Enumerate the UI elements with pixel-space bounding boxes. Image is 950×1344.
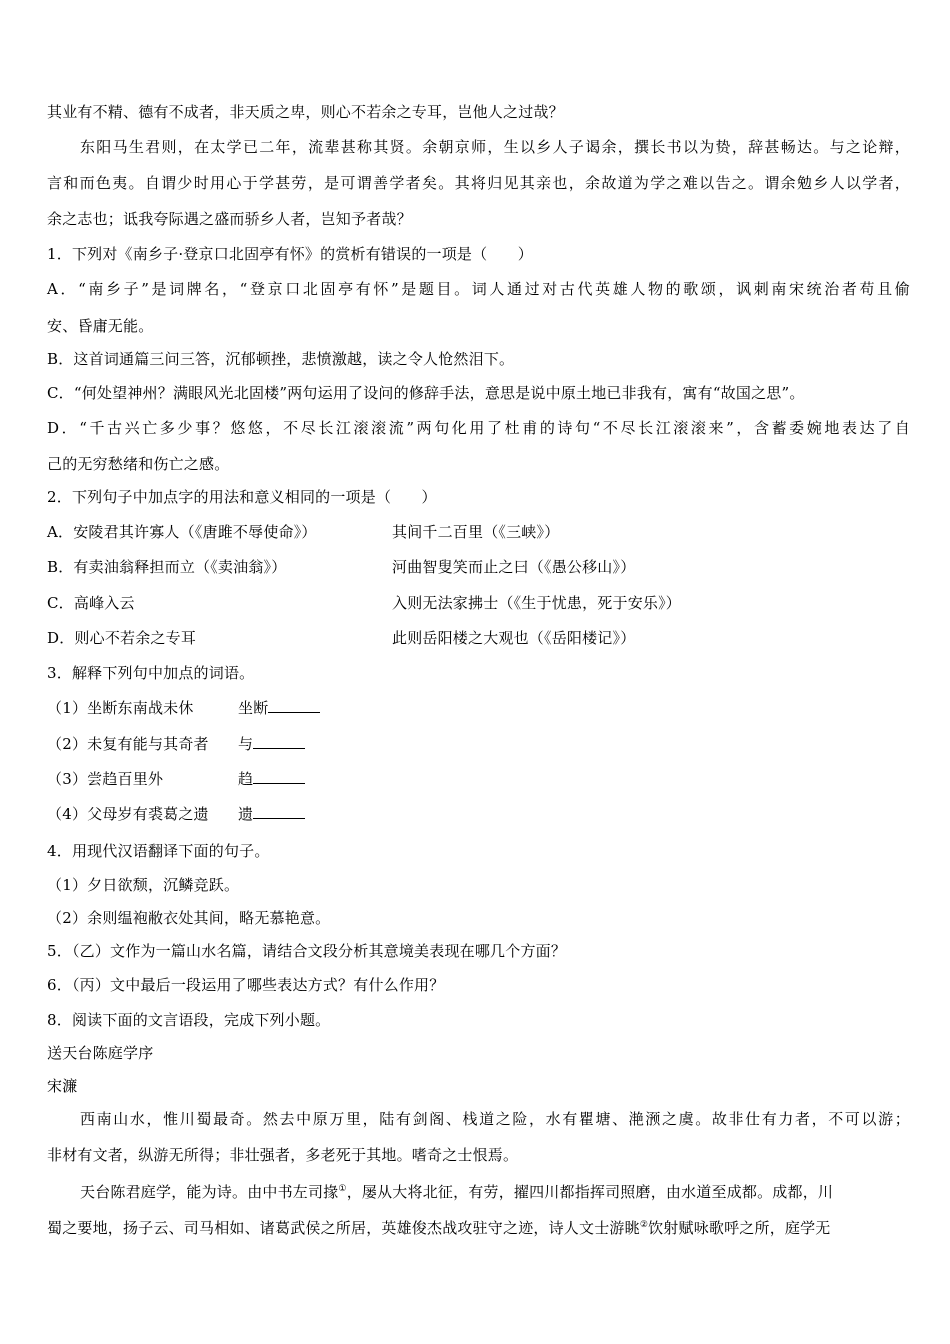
q5-stem: 5．（乙）文作为一篇山水名篇，请结合文段分析其意境美表现在哪几个方面？ — [47, 942, 567, 960]
passage-a-line-3: 言和而色夷。自谓少时用心于学甚劳，是可谓善学者矣。其将归见其亲也，余故道为学之难以告之。谓余勉乡人以学者， — [47, 174, 910, 192]
passage-b-title: 送天台陈庭学序 — [47, 1044, 154, 1062]
passage-b-p2-line-2-a: 蜀之要地，扬子云、司马相如、诸葛武侯之所居，英雄俊杰战攻驻守之迹，诗人文士游眺 — [47, 1219, 640, 1237]
q3-item-2-blank[interactable] — [253, 734, 305, 749]
q2-option-c-left: C．高峰入云 — [47, 594, 135, 612]
passage-b-p1-line-2: 非材有文者，纵游无所得；非壮强者，多老死于其地。嗜奇之士恨焉。 — [47, 1146, 519, 1164]
q1-option-d-line-2: 己的无穷愁绪和伤亡之感。 — [47, 455, 230, 473]
q3-item-1-blank[interactable] — [268, 698, 320, 713]
q2-option-b-right: 河曲智叟笑而止之曰（《愚公移山》） — [392, 558, 636, 576]
passage-b-p2-line-1 — [80, 1182, 910, 1202]
q3-item-4-answer — [238, 804, 305, 824]
q3-item-4-word: 遗 — [238, 805, 254, 823]
footnote-marker-1: ① — [338, 1184, 347, 1194]
q1-option-a-line-2: 安、昏庸无能。 — [47, 317, 154, 335]
q3-item-3-blank[interactable] — [253, 769, 305, 784]
q3-item-3 — [47, 769, 910, 789]
passage-a-line-4: 余之志也；诋我夸际遇之盛而骄乡人者，岂知予者哉？ — [47, 210, 412, 228]
q4-sentence-1: （1）夕日欲颓，沉鳞竞跃。 — [47, 876, 240, 894]
passage-b-p2-line-1-b: ，屡从大将北征，有劳，擢四川都指挥司照磨，由水道至成都。成都，川 — [346, 1183, 834, 1201]
footnote-marker-2: ② — [639, 1220, 649, 1230]
q1-stem: 1．下列对《南乡子·登京口北固亭有怀》的赏析有错误的一项是（ ） — [47, 245, 533, 263]
passage-b-p1-line-1: 西南山水，惟川蜀最奇。然去中原万里，陆有剑阁、栈道之险，水有瞿塘、滟滪之虞。故非仕有力者，不可以游； — [80, 1110, 910, 1128]
q2-option-c-right: 入则无法家拂士（《生于忧患，死于安乐》） — [392, 594, 682, 612]
q4-sentence-2: （2）余则缊袍敝衣处其间，略无慕艳意。 — [47, 909, 331, 927]
q2-stem: 2．下列句子中加点字的用法和意义相同的一项是（ ） — [47, 488, 437, 506]
q1-option-a-line-1: A．“南乡子”是词牌名，“登京口北固亭有怀”是题目。词人通过对古代英雄人物的歌颂，讽刺南宋统治者苟且偷 — [47, 280, 910, 298]
q3-item-3-sentence: （3）尝趋百里外 — [47, 770, 164, 788]
passage-b-author: 宋濂 — [47, 1077, 78, 1095]
passage-b-p2-line-1-a: 天台陈君庭学，能为诗。由中书左司掾 — [80, 1183, 339, 1201]
q2-option-a-right: 其间千二百里（《三峡》） — [392, 523, 560, 541]
q3-item-2 — [47, 734, 910, 754]
q3-item-3-answer — [238, 769, 305, 789]
q3-item-2-word: 与 — [238, 735, 254, 753]
q3-item-4 — [47, 804, 910, 824]
q2-option-d-left: D．则心不若余之专耳 — [47, 629, 197, 647]
q3-stem: 3．解释下列句中加点的词语。 — [47, 664, 255, 682]
passage-b-p2-line-2 — [47, 1218, 910, 1238]
passage-b-p2-line-2-b: 饮射赋咏歌呼之所，庭学无 — [648, 1219, 831, 1237]
q3-item-3-word: 趋 — [238, 770, 254, 788]
q2-option-b-left: B．有卖油翁释担而立（《卖油翁》） — [47, 558, 287, 576]
q3-item-1-sentence: （1）坐断东南战未休 — [47, 699, 194, 717]
q2-option-b — [47, 557, 910, 577]
q2-option-a-left: A．安陵君其许寡人（《唐雎不辱使命》） — [47, 523, 317, 541]
q3-item-4-blank[interactable] — [253, 804, 305, 819]
q3-item-1 — [47, 698, 910, 718]
q2-option-a — [47, 522, 910, 542]
q3-item-1-answer — [238, 698, 320, 718]
q8-stem: 8．阅读下面的文言语段，完成下列小题。 — [47, 1011, 331, 1029]
q2-option-c — [47, 593, 910, 613]
q3-item-2-sentence: （2）未复有能与其奇者 — [47, 735, 209, 753]
passage-a-line-1: 其业有不精、德有不成者，非天质之卑，则心不若余之专耳，岂他人之过哉？ — [47, 103, 564, 121]
q2-option-d-right: 此则岳阳楼之大观也（《岳阳楼记》） — [392, 629, 636, 647]
q3-item-2-answer — [238, 734, 305, 754]
q1-option-c: C．“何处望神州？满眼风光北固楼”两句运用了设问的修辞手法，意思是说中原土地已非我有，寓有“故国之思”。 — [47, 384, 805, 402]
q2-option-d — [47, 628, 910, 648]
q4-stem: 4．用现代汉语翻译下面的句子。 — [47, 842, 270, 860]
q3-item-4-sentence: （4）父母岁有裘葛之遗 — [47, 805, 209, 823]
q1-option-b: B．这首词通篇三问三答，沉郁顿挫，悲愤激越，读之令人怆然泪下。 — [47, 350, 515, 368]
passage-a-line-2: 东阳马生君则，在太学已二年，流辈甚称其贤。余朝京师，生以乡人子谒余，撰长书以为贽，辞甚畅达。与之论辩， — [80, 138, 910, 156]
q6-stem: 6．（丙）文中最后一段运用了哪些表达方式？有什么作用？ — [47, 976, 445, 994]
q1-option-d-line-1: D．“千古兴亡多少事？悠悠，不尽长江滚滚流”两句化用了杜甫的诗句“不尽长江滚滚来”，含蓄委婉地表达了自 — [47, 419, 910, 437]
q3-item-1-word: 坐断 — [238, 699, 269, 717]
